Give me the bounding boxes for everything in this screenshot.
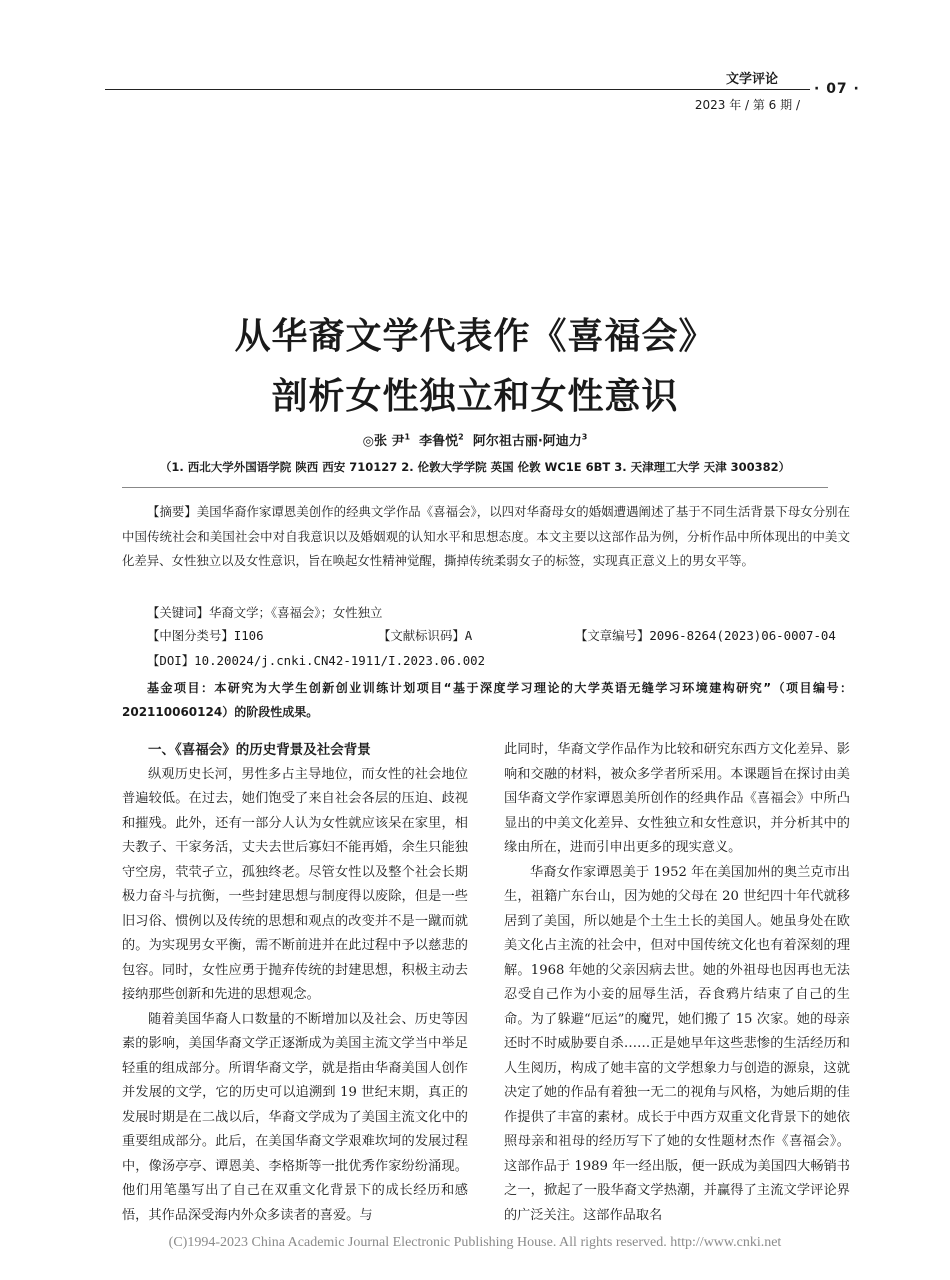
affiliation-rule bbox=[122, 487, 828, 488]
affiliations: （1. 西北大学外国语学院 陕西 西安 710127 2. 伦敦大学学院 英国 伦敦 WC1E 6BT 3. 天津理工大学 天津 300382） bbox=[159, 460, 791, 474]
header-rule bbox=[105, 89, 810, 90]
author-2-affil: 2 bbox=[458, 432, 464, 442]
doi: 【DOI】10.20024/j.cnki.CN42-1911/I.2023.06.002 bbox=[147, 653, 486, 668]
body-column-left bbox=[122, 738, 468, 1228]
paragraph: 随着美国华裔人口数量的不断增加以及社会、历史等因素的影响，美国华裔文学正逐渐成为美国主流文学当中举足轻重的组成部分。所谓华裔文学，就是指由华裔美国人创作并发展的文学，它的历史可以追溯到 19 世纪末期，真正的发展时期是在二战以后，华裔文学成为了美国主流文化中的重要组成部分。此后，在美国华裔文学艰难坎坷的发展过程中，像汤亭亭、谭恩美、李格斯等一批优秀作家纷纷涌现。他们用笔墨写出了自己在双重文化背景下的成长经历和感悟，其作品深受海内外众多读者的喜爱。与 bbox=[122, 1011, 468, 1223]
copyright-footer: (C)1994-2023 China Academic Journal Electronic Publishing House. All rights reserved. http://www.cnki.net bbox=[168, 1235, 782, 1250]
author-2: 李鲁悦 bbox=[419, 434, 459, 449]
fund-note: 基金项目：本研究为大学生创新创业训练计划项目“基于深度学习理论的大学英语无缝学习环境建构研究”（项目编号：202110060124）的阶段性成果。 bbox=[122, 681, 852, 719]
page-number: · 07 · bbox=[814, 81, 860, 97]
paragraph: 华裔女作家谭恩美于 1952 年在美国加州的奥兰克市出生，祖籍广东台山，因为她的父母在 20 世纪四十年代就移居到了美国，所以她是个土生土长的美国人。她虽身处在欧美文化占主流的社会中，但对中国传统文化也有着深刻的理解。1968 年她的父亲因病去世。她的外祖母也因再也无法忍受自己作为小妾的屈辱生活，吞食鸦片结束了自己的生命。为了躲避“厄运”的魔咒，她们搬了 15 次家。她的母亲还时不时威胁要自杀……正是她早年这些悲惨的生活经历和人生阅历，构成了她丰富的文学想象力与创造的源泉，这就决定了她的作品有着独一无二的视角与风格，为她后期的佳作提供了丰富的素材。成长于中西方双重文化背景下的她依照母亲和祖母的经历写下了她的女性题材杰作《喜福会》。这部作品于 1989 年一经出版，便一跃成为美国四大畅销书之一，掀起了一股华裔文学热潮，并赢得了主流文学评论界的广泛关注。这部作品取名 bbox=[504, 864, 850, 1223]
document-code: 【文献标识码】A bbox=[378, 628, 473, 643]
article-number: 【文章编号】2096-8264(2023)06-0007-04 bbox=[575, 628, 836, 643]
author-3: 阿尔祖古丽·阿迪力 bbox=[472, 434, 582, 449]
author-mark: ◎ bbox=[362, 434, 374, 449]
author-1: 张 尹 bbox=[373, 434, 405, 449]
abstract: 【摘要】美国华裔作家谭恩美创作的经典文学作品《喜福会》，以四对华裔母女的婚姻遭遇阐述了基于不同生活背景下母女分别在中国传统社会和美国社会中对自我意识以及婚姻观的认知水平和思想态度。本文主要以这部作品为例，分析作品中所体现出的中美文化差异、女性独立以及女性意识，旨在唤起女性精神觉醒，撕掉传统柔弱女子的标签，实现真正意义上的男女平等。 bbox=[122, 504, 850, 568]
keywords: 【关键词】华裔文学；《喜福会》；女性独立 bbox=[147, 605, 383, 620]
article-title-line2: 剖析女性独立和女性意识 bbox=[271, 376, 679, 417]
author-1-affil: 1 bbox=[404, 432, 411, 442]
body-column-right bbox=[504, 738, 850, 1228]
article-title-line1: 从华裔文学代表作《喜福会》 bbox=[234, 316, 716, 357]
author-3-affil: 3 bbox=[581, 432, 588, 442]
paragraph: 此同时，华裔文学作品作为比较和研究东西方文化差异、影响和交融的材料，被众多学者所采用。本课题旨在探讨由美国华裔文学作家谭恩美所创作的经典作品《喜福会》中所凸显出的中美文化差异、女性独立和女性意识，并分析其中的缘由所在，进而引申出更多的现实意义。 bbox=[504, 742, 850, 855]
clc-number: 【中图分类号】I106 bbox=[147, 628, 264, 643]
issue-label: 2023 年 / 第 6 期 / bbox=[694, 98, 800, 112]
section-heading: 一、《喜福会》的历史背景及社会背景 bbox=[148, 742, 371, 758]
author-list bbox=[0, 430, 950, 449]
journal-name: 文学评论 bbox=[725, 72, 778, 87]
paragraph: 纵观历史长河，男性多占主导地位，而女性的社会地位普遍较低。在过去，她们饱受了来自社会各层的压迫、歧视和摧残。此外，还有一部分人认为女性就应该呆在家里，相夫教子、干家务活，丈夫去世后寡妇不能再婚，余生只能独守空房，茕茕孑立，孤独终老。尽管女性以及整个社会长期极力奋斗与抗衡，一些封建思想与制度得以废除，但是一些旧习俗、惯例以及传统的思想和观点的改变并不是一蹴而就的。为实现男女平衡，需不断前进并在此过程中予以慈悲的包容。同时，女性应勇于抛弃传统的封建思想，积极主动去接纳那些创新和先进的思想观念。 bbox=[122, 766, 468, 1002]
